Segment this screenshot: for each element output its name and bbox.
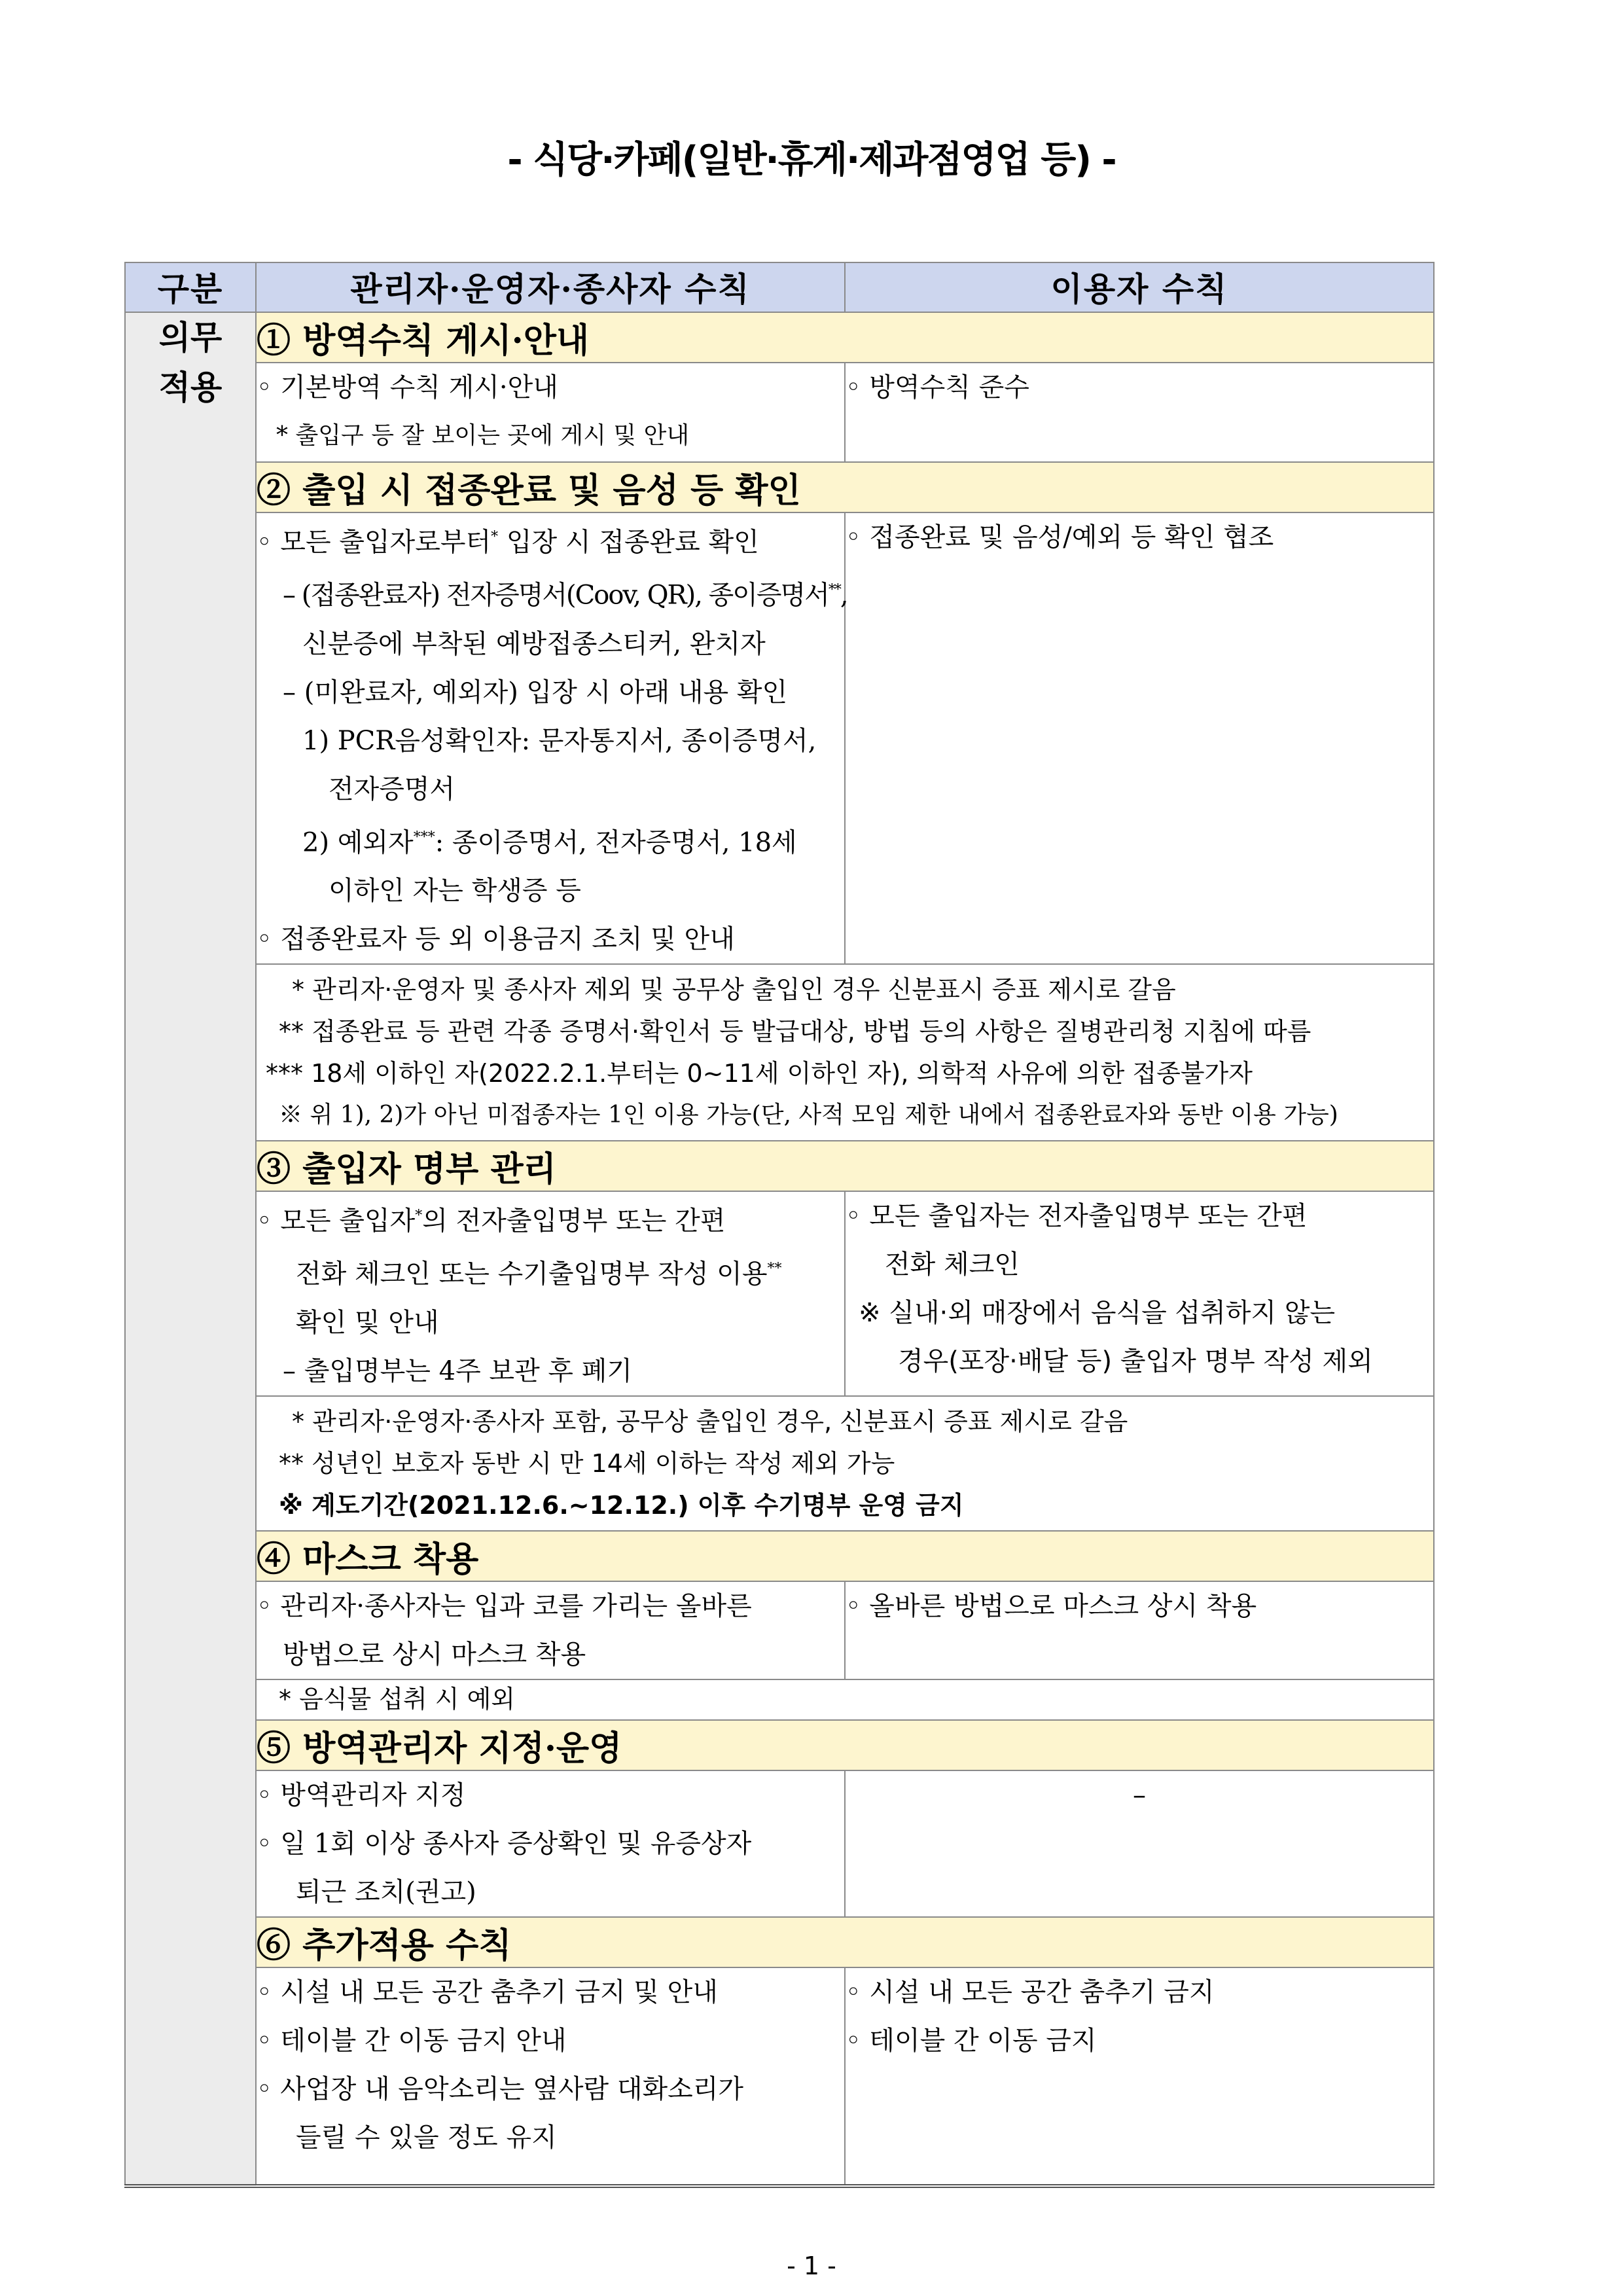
section-4-title: ④ 마스크 착용 bbox=[256, 1531, 1434, 1581]
header-category: 구분 bbox=[125, 262, 256, 312]
section-6-user: ◦ 시설 내 모든 공간 춤추기 금지 ◦ 테이블 간 이동 금지 bbox=[845, 1967, 1434, 2186]
section-2-notes: * 관리자·운영자 및 종사자 제외 및 공무상 출입인 경우 신분표시 증표 제시로 갈음 ** 접종완료 등 관련 각종 증명서·확인서 등 발급대상, 방법 등의 사항은 질병관리청 지침에 따름 *** 18세 이하인 자(2022.2.1.부터는 0~11세 이하인 자), 의학적 사유에 의한 접종불가자 ※ 위 1), 2)가 아닌 미접종자는 1인 이용 가능(단, 사적 모임 제한 내에서 접종완료자와 동반 이용 가능) bbox=[256, 964, 1434, 1141]
section-5-title: ⑤ 방역관리자 지정·운영 bbox=[256, 1720, 1434, 1770]
header-user-rules: 이용자 수칙 bbox=[845, 262, 1434, 312]
section-3-user: ◦ 모든 출입자는 전자출입명부 또는 간편 전화 체크인 ※ 실내·외 매장에서 음식을 섭취하지 않는 경우(포장·배달 등) 출입자 명부 작성 제외 bbox=[845, 1191, 1434, 1396]
section-1-title: ① 방역수칙 게시·안내 bbox=[256, 312, 1434, 363]
section-6-manager: ◦ 시설 내 모든 공간 춤추기 금지 및 안내 ◦ 테이블 간 이동 금지 안내 ◦ 사업장 내 음악소리는 옆사람 대화소리가 들릴 수 있을 정도 유지 bbox=[256, 1967, 845, 2186]
section-4-manager: ◦ 관리자·종사자는 입과 코를 가리는 올바른 방법으로 상시 마스크 착용 bbox=[256, 1581, 845, 1679]
section-1-manager: ◦ 기본방역 수칙 게시·안내 * 출입구 등 잘 보이는 곳에 게시 및 안내 bbox=[256, 363, 845, 462]
page-number: - 1 - bbox=[787, 2251, 836, 2280]
section-2-user: ◦ 접종완료 및 음성/예외 등 확인 협조 bbox=[845, 512, 1434, 964]
section-3-title: ③ 출입자 명부 관리 bbox=[256, 1141, 1434, 1191]
category-mandatory: 의무 적용 bbox=[125, 312, 256, 2186]
section-4-notes: * 음식물 섭취 시 예외 bbox=[256, 1679, 1434, 1720]
section-2-manager: ◦ 모든 출입자로부터* 입장 시 접종완료 확인 – (접종완료자) 전자증명서(Coov, QR), 종이증명서**, 신분증에 부착된 예방접종스티커, 완치자 – (미완료자, 예외자) 입장 시 아래 내용 확인 1) PCR음성확인자: 문자통지서, 종이증명서, 전자증명서 2) 예외자***: 종이증명서, 전자증명서, 18세 이하인 자는 학생증 등 ◦ 접종완료자 등 외 이용금지 조치 및 안내 bbox=[256, 512, 845, 964]
section-3-manager: ◦ 모든 출입자*의 전자출입명부 또는 간편 전화 체크인 또는 수기출입명부 작성 이용** 확인 및 안내 – 출입명부는 4주 보관 후 폐기 bbox=[256, 1191, 845, 1396]
section-6-title: ⑥ 추가적용 수칙 bbox=[256, 1917, 1434, 1967]
section-1-user: ◦ 방역수칙 준수 bbox=[845, 363, 1434, 462]
guideline-table bbox=[124, 262, 1435, 2188]
section-4-user: ◦ 올바른 방법으로 마스크 상시 착용 bbox=[845, 1581, 1434, 1679]
section-5-manager: ◦ 방역관리자 지정 ◦ 일 1회 이상 종사자 증상확인 및 유증상자 퇴근 조치(권고) bbox=[256, 1770, 845, 1917]
section-5-user: – bbox=[845, 1770, 1434, 1917]
section-3-notes: * 관리자·운영자·종사자 포함, 공무상 출입인 경우, 신분표시 증표 제시로 갈음 ** 성년인 보호자 동반 시 만 14세 이하는 작성 제외 가능 ※ 계도기간(2021.12.6.~12.12.) 이후 수기명부 운영 금지 bbox=[256, 1396, 1434, 1531]
section-2-title: ② 출입 시 접종완료 및 음성 등 확인 bbox=[256, 462, 1434, 512]
table-header-row bbox=[125, 262, 1434, 312]
document-title: - 식당·카페(일반·휴게·제과점영업 등) - bbox=[507, 139, 1116, 181]
header-manager-rules: 관리자·운영자·종사자 수칙 bbox=[256, 262, 845, 312]
